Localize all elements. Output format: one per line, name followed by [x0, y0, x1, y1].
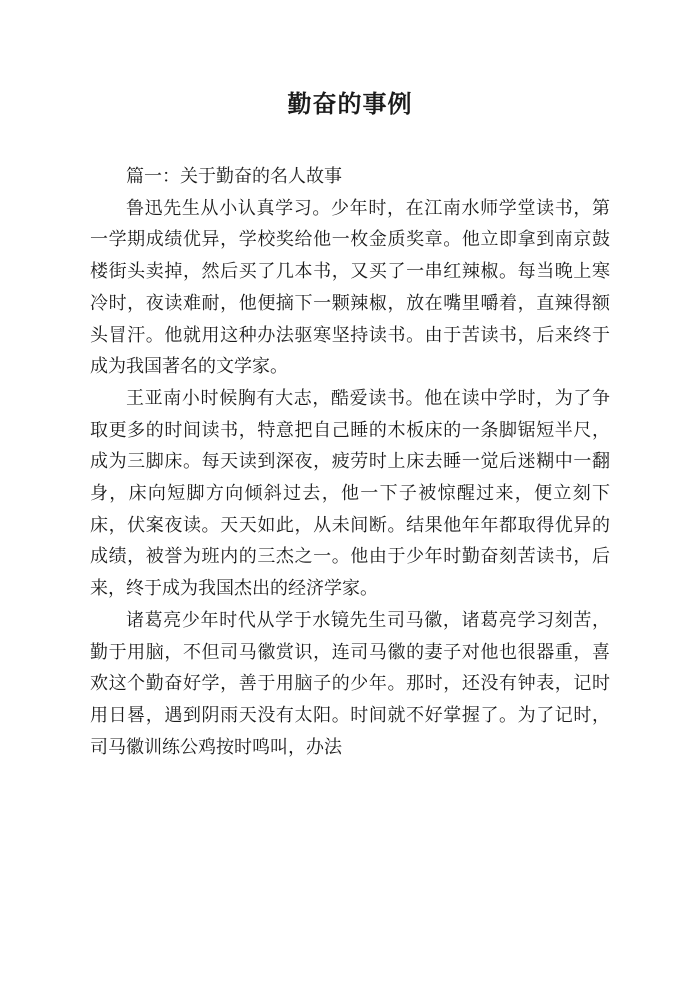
section-heading: 篇一：关于勤奋的名人故事 [126, 166, 342, 187]
paragraph-lu-xun: 鲁迅先生从小认真学习。少年时，在江南水师学堂读书，第一学期成绩优异，学校奖给他一枚金质奖章。他立即拿到南京鼓楼街头卖掉，然后买了几本书，又买了一串红辣椒。每当晚上寒冷时，夜读难耐，他便摘下一颗辣椒，放在嘴里嚼着，直辣得额头冒汗。他就用这种办法驱寒坚持读书。由于苦读书，后来终于成为我国著名的文学家。 [90, 197, 610, 378]
document-body [90, 161, 610, 763]
paragraph-wang-yanan: 王亚南小时候胸有大志，酷爱读书。他在读中学时，为了争取更多的时间读书，特意把自己睡的木板床的一条脚锯短半尺，成为三脚床。每天读到深夜，疲劳时上床去睡一觉后迷糊中一翻身，床向短脚方向倾斜过去，他一下子被惊醒过来，便立刻下床，伏案夜读。天天如此，从未间断。结果他年年都取得优异的成绩，被誉为班内的三杰之一。他由于少年时勤奋刻苦读书，后来，终于成为我国杰出的经济学家。 [90, 387, 610, 600]
paragraph-zhuge-liang: 诸葛亮少年时代从学于水镜先生司马徽，诸葛亮学习刻苦，勤于用脑，不但司马徽赏识，连司马徽的妻子对他也很器重，喜欢这个勤奋好学，善于用脑子的少年。那时，还没有钟表，记时用日晷，遇到阴雨天没有太阳。时间就不好掌握了。为了记时，司马徽训练公鸡按时鸣叫，办法 [90, 609, 610, 758]
document-title: 勤奋的事例 [287, 90, 413, 118]
